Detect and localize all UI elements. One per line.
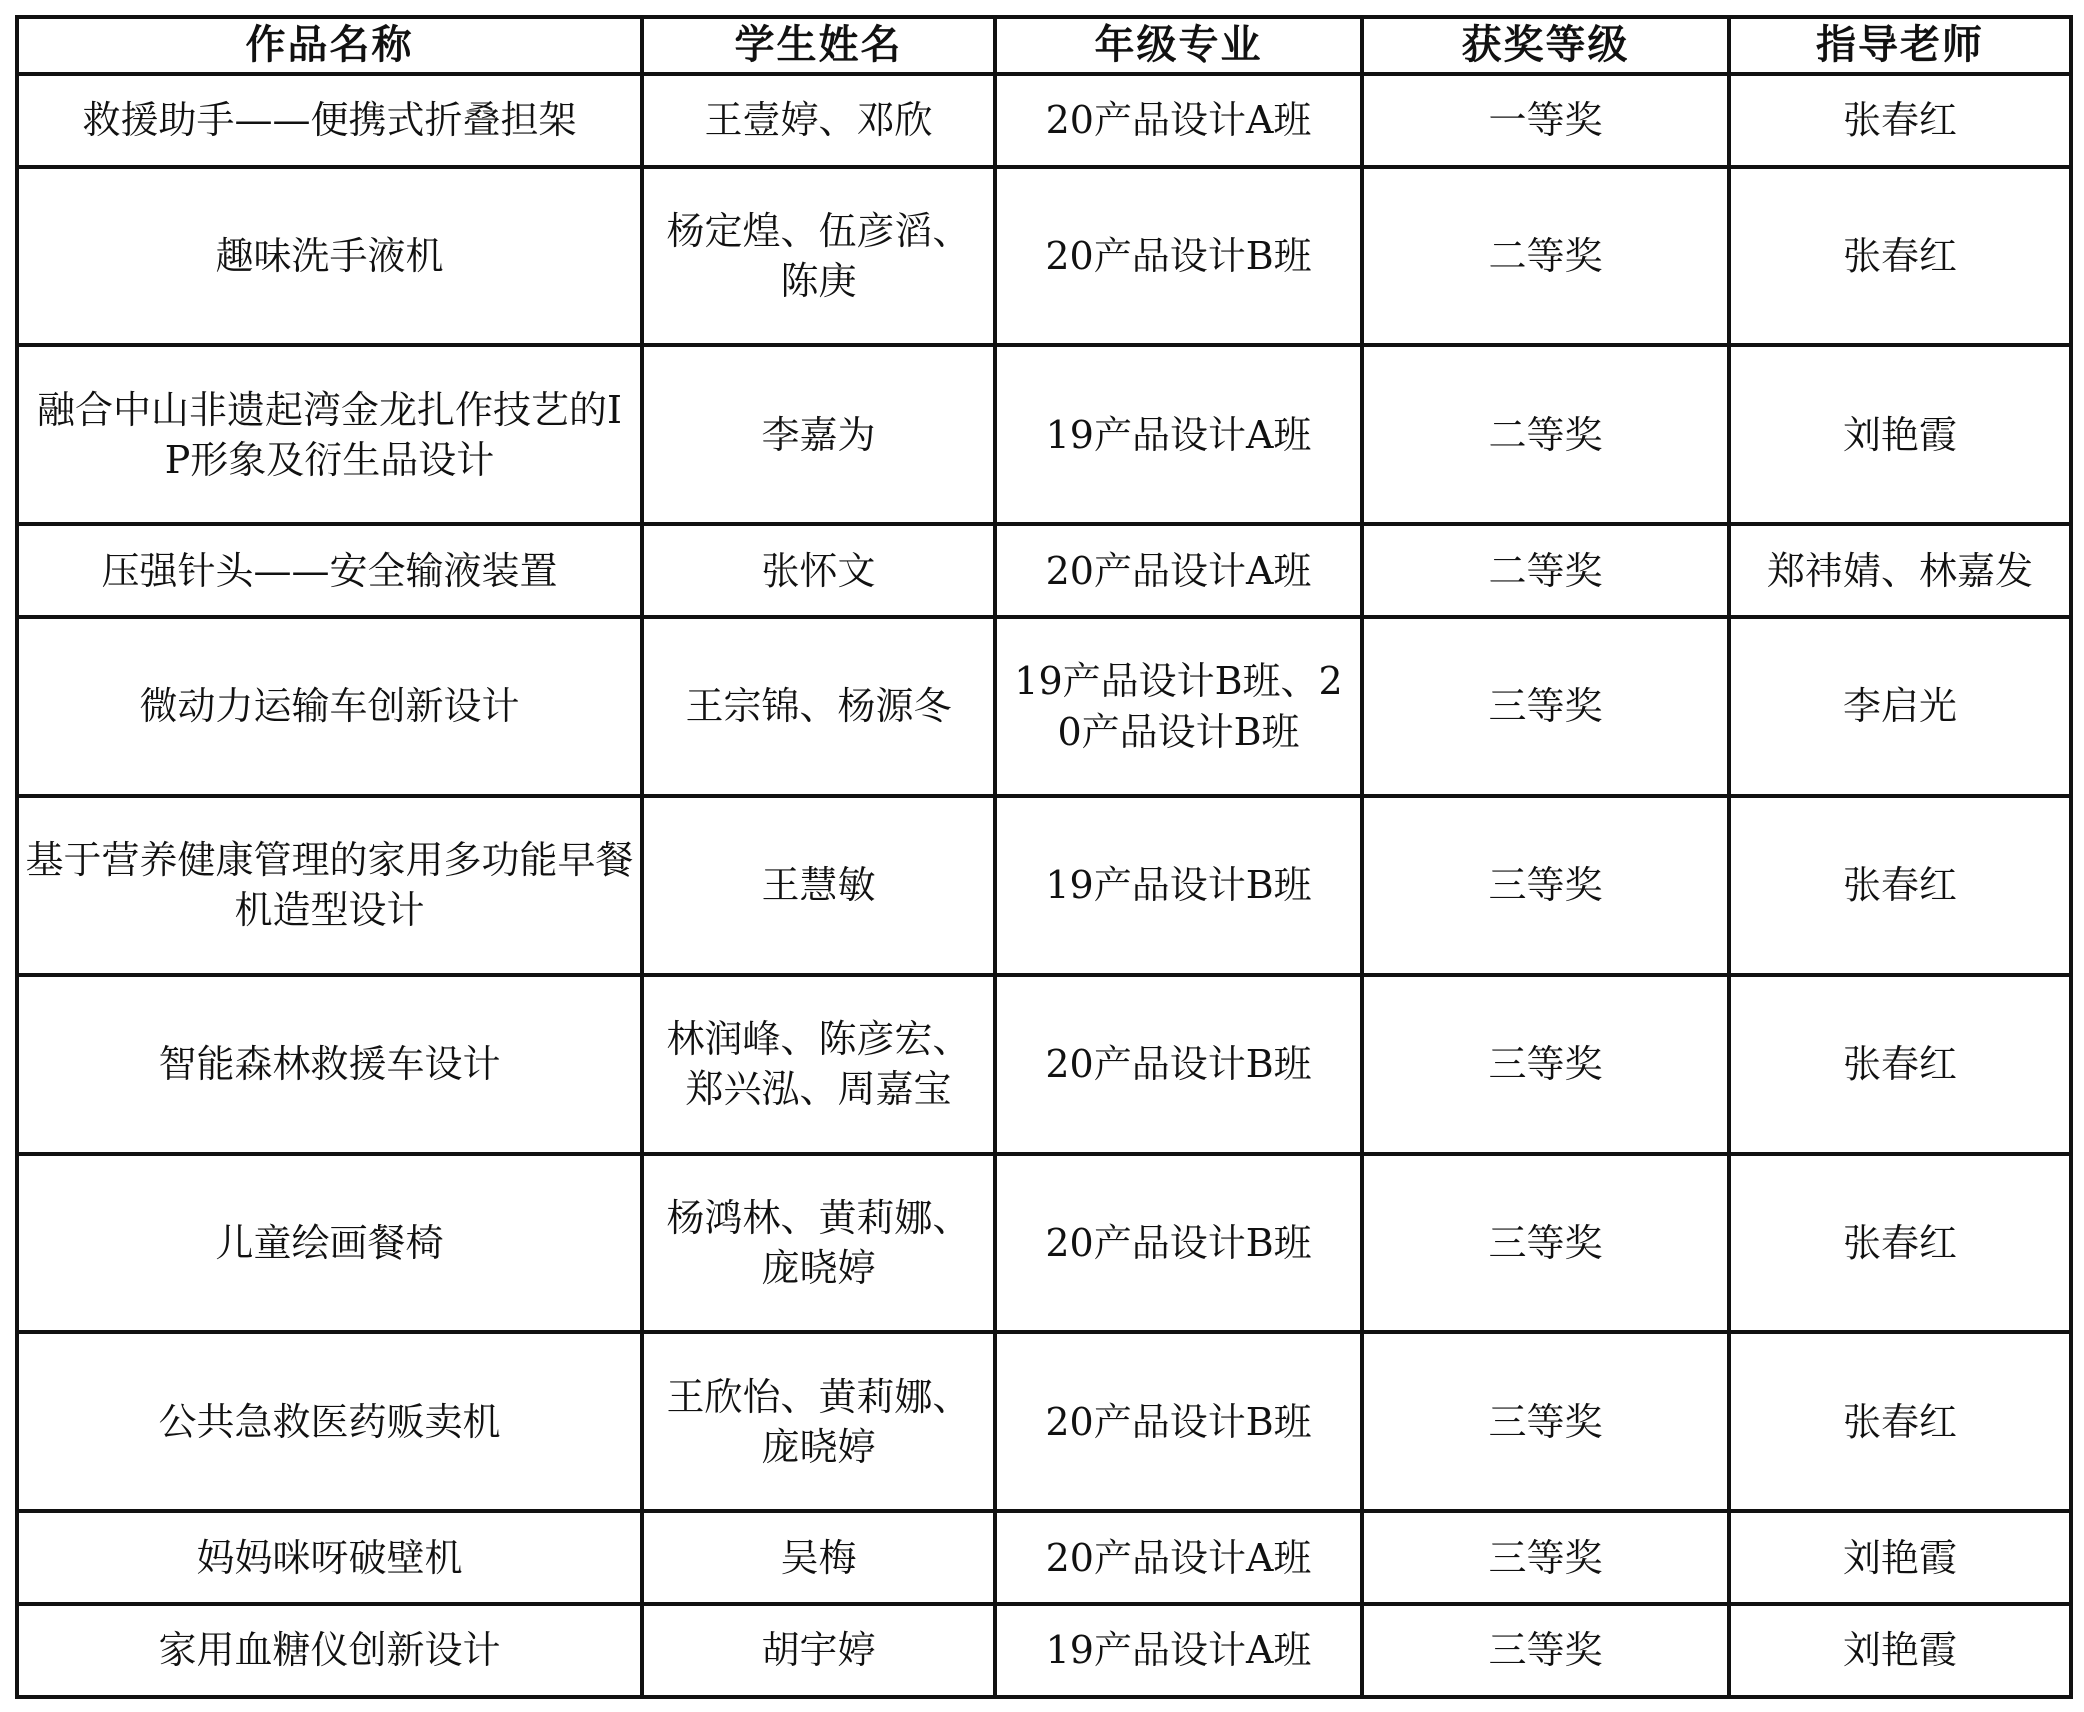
- cell-award-level: 三等奖: [1362, 796, 1729, 975]
- cell-work-title: 公共急救医药贩卖机: [17, 1332, 642, 1511]
- cell-grade-major: 20产品设计B班: [995, 1332, 1362, 1511]
- cell-grade-major: 19产品设计A班: [995, 1604, 1362, 1697]
- cell-work-title: 融合中山非遗起湾金龙扎作技艺的IP形象及衍生品设计: [17, 345, 642, 524]
- cell-work-title: 家用血糖仪创新设计: [17, 1604, 642, 1697]
- cell-award-level: 三等奖: [1362, 1511, 1729, 1604]
- header-work-title: 作品名称: [17, 17, 642, 74]
- cell-advisor: 张春红: [1729, 167, 2071, 346]
- cell-student-name: 王宗锦、杨源冬: [642, 617, 995, 796]
- cell-award-level: 三等奖: [1362, 1604, 1729, 1697]
- cell-advisor: 张春红: [1729, 1154, 2071, 1333]
- header-grade-major: 年级专业: [995, 17, 1362, 74]
- cell-student-name: 王欣怡、黄莉娜、庞晓婷: [642, 1332, 995, 1511]
- cell-grade-major: 19产品设计A班: [995, 345, 1362, 524]
- cell-award-level: 三等奖: [1362, 617, 1729, 796]
- header-student-name: 学生姓名: [642, 17, 995, 74]
- cell-work-title: 救援助手——便携式折叠担架: [17, 74, 642, 167]
- cell-work-title: 儿童绘画餐椅: [17, 1154, 642, 1333]
- cell-advisor: 刘艳霞: [1729, 1604, 2071, 1697]
- cell-student-name: 吴梅: [642, 1511, 995, 1604]
- cell-work-title: 妈妈咪呀破壁机: [17, 1511, 642, 1604]
- cell-advisor: 刘艳霞: [1729, 345, 2071, 524]
- table-row: [17, 345, 2071, 524]
- cell-student-name: 杨鸿林、黄莉娜、庞晓婷: [642, 1154, 995, 1333]
- cell-student-name: 王壹婷、邓欣: [642, 74, 995, 167]
- cell-student-name: 张怀文: [642, 524, 995, 617]
- cell-award-level: 三等奖: [1362, 1332, 1729, 1511]
- table-row: [17, 617, 2071, 796]
- cell-award-level: 二等奖: [1362, 167, 1729, 346]
- cell-student-name: 林润峰、陈彦宏、郑兴泓、周嘉宝: [642, 975, 995, 1154]
- cell-award-level: 三等奖: [1362, 975, 1729, 1154]
- table-row: [17, 1332, 2071, 1511]
- cell-work-title: 趣味洗手液机: [17, 167, 642, 346]
- cell-award-level: 二等奖: [1362, 524, 1729, 617]
- cell-award-level: 二等奖: [1362, 345, 1729, 524]
- cell-work-title: 智能森林救援车设计: [17, 975, 642, 1154]
- table-body: [17, 74, 2071, 1697]
- cell-grade-major: 20产品设计A班: [995, 524, 1362, 617]
- cell-grade-major: 20产品设计B班: [995, 1154, 1362, 1333]
- table-row: [17, 975, 2071, 1154]
- cell-grade-major: 19产品设计B班、20产品设计B班: [995, 617, 1362, 796]
- header-row: [17, 17, 2071, 74]
- cell-grade-major: 20产品设计A班: [995, 1511, 1362, 1604]
- cell-student-name: 王慧敏: [642, 796, 995, 975]
- cell-work-title: 压强针头——安全输液装置: [17, 524, 642, 617]
- cell-advisor: 郑祎婧、林嘉发: [1729, 524, 2071, 617]
- header-award-level: 获奖等级: [1362, 17, 1729, 74]
- cell-student-name: 李嘉为: [642, 345, 995, 524]
- cell-grade-major: 20产品设计B班: [995, 975, 1362, 1154]
- awards-table: [15, 15, 2073, 1699]
- cell-advisor: 张春红: [1729, 74, 2071, 167]
- cell-advisor: 张春红: [1729, 1332, 2071, 1511]
- cell-work-title: 基于营养健康管理的家用多功能早餐机造型设计: [17, 796, 642, 975]
- cell-student-name: 胡宇婷: [642, 1604, 995, 1697]
- table-row: [17, 1154, 2071, 1333]
- cell-grade-major: 20产品设计B班: [995, 167, 1362, 346]
- cell-grade-major: 20产品设计A班: [995, 74, 1362, 167]
- cell-grade-major: 19产品设计B班: [995, 796, 1362, 975]
- cell-award-level: 一等奖: [1362, 74, 1729, 167]
- cell-student-name: 杨定煌、伍彦滔、陈庚: [642, 167, 995, 346]
- table-row: [17, 1511, 2071, 1604]
- cell-advisor: 刘艳霞: [1729, 1511, 2071, 1604]
- header-advisor: 指导老师: [1729, 17, 2071, 74]
- cell-advisor: 李启光: [1729, 617, 2071, 796]
- table-row: [17, 796, 2071, 975]
- table-row: [17, 167, 2071, 346]
- table-row: [17, 524, 2071, 617]
- cell-advisor: 张春红: [1729, 796, 2071, 975]
- table-row: [17, 74, 2071, 167]
- table-header: [17, 17, 2071, 74]
- cell-work-title: 微动力运输车创新设计: [17, 617, 642, 796]
- cell-award-level: 三等奖: [1362, 1154, 1729, 1333]
- cell-advisor: 张春红: [1729, 975, 2071, 1154]
- table-row: [17, 1604, 2071, 1697]
